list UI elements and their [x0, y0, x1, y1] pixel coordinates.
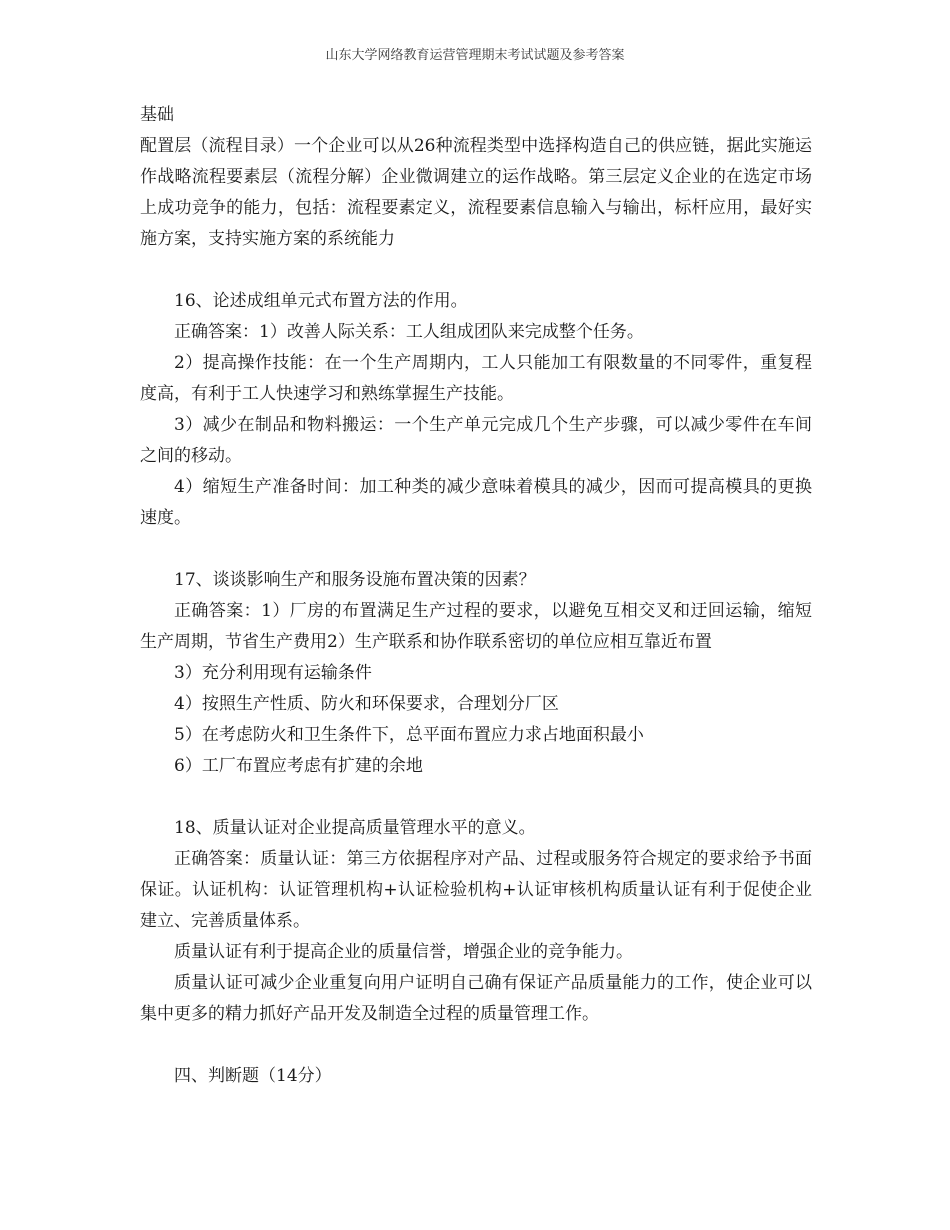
q17-answer-1: 正确答案：1）厂房的布置满足生产过程的要求，以避免互相交叉和迂回运输，缩短生产周期，节省生产费用2）生产联系和协作联系密切的单位应相互靠近布置	[140, 601, 812, 652]
q17-answer-4: 4）按照生产性质、防火和环保要求，合理划分厂区	[174, 694, 559, 714]
q16-answer-3: 3）减少在制品和物料搬运：一个生产单元完成几个生产步骤，可以减少零件在车间之间的移动。	[140, 415, 812, 466]
q18-answer-3: 质量认证可减少企业重复向用户证明自己确有保证产品质量能力的工作，使企业可以集中更多的精力抓好产品开发及制造全过程的质量管理工作。	[140, 973, 812, 1024]
q17-answer-6: 6）工厂布置应考虑有扩建的余地	[174, 756, 423, 776]
q16-answer-2: 2）提高操作技能：在一个生产周期内，工人只能加工有限数量的不同零件，重复程度高，有利于工人快速学习和熟练掌握生产技能。	[140, 353, 812, 404]
q18-question: 18、质量认证对企业提高质量管理水平的意义。	[174, 818, 536, 838]
spacer	[140, 782, 812, 813]
q16-question: 16、论述成组单元式布置方法的作用。	[174, 291, 468, 311]
intro-paragraph: 配置层（流程目录）一个企业可以从26种流程类型中选择构造自己的供应链，据此实施运作战略流程要素层（流程分解）企业微调建立的运作战略。第三层定义企业的在选定市场上成功竞争的能力，包括：流程要素定义，流程要素信息输入与输出，标杆应用，最好实施方案，支持实施方案的系统能力	[140, 136, 812, 249]
q18-answer-1: 正确答案：质量认证：第三方依据程序对产品、过程或服务符合规定的要求给予书面保证。认证机构：认证管理机构+认证检验机构+认证审核机构质量认证有利于促使企业建立、完善质量体系。	[140, 849, 812, 931]
q16-answer-4: 4）缩短生产准备时间：加工种类的减少意味着模具的减少，因而可提高模具的更换速度。	[140, 477, 812, 528]
q16-answer-1: 正确答案：1）改善人际关系：工人组成团队来完成整个任务。	[174, 322, 644, 342]
spacer	[140, 255, 812, 286]
page-header: 山东大学网络教育运营管理期末考试试题及参考答案	[325, 48, 625, 63]
spacer	[140, 1030, 812, 1061]
document-body	[140, 100, 812, 1092]
spacer	[140, 534, 812, 565]
q17-answer-3: 3）充分利用现有运输条件	[174, 663, 372, 683]
intro-line: 基础	[140, 105, 174, 125]
q17-answer-5: 5）在考虑防火和卫生条件下，总平面布置应力求占地面积最小	[174, 725, 644, 745]
section-4-title: 四、判断题（14分）	[174, 1066, 332, 1086]
q17-question: 17、谈谈影响生产和服务设施布置决策的因素？	[174, 570, 536, 590]
q18-answer-2: 质量认证有利于提高企业的质量信誉，增强企业的竞争能力。	[174, 942, 633, 962]
